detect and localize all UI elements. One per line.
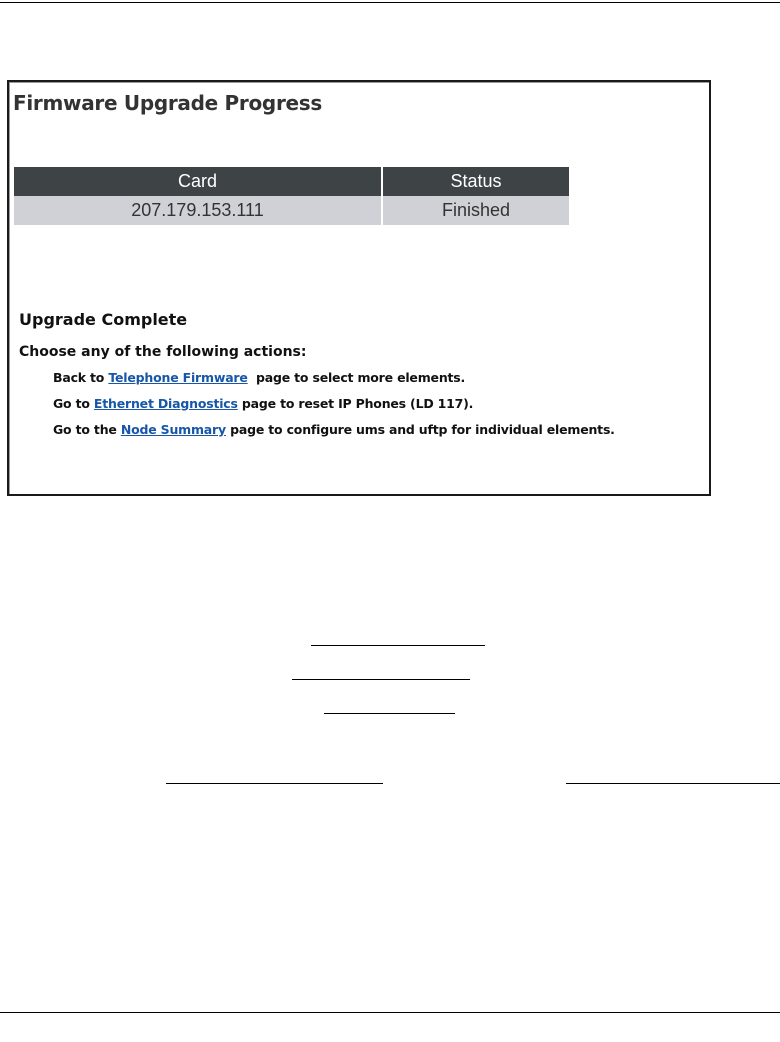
blank-line xyxy=(292,679,470,680)
page-bottom-rule xyxy=(0,1012,780,1013)
page-top-rule xyxy=(0,2,780,3)
action-suffix: page to reset IP Phones (LD 117). xyxy=(237,396,474,411)
action-suffix: page to configure ums and uftp for individual elements. xyxy=(225,422,615,437)
actions-instruction: Choose any of the following actions: xyxy=(19,344,307,360)
action-item-ethernet-diagnostics xyxy=(53,396,473,411)
status-cell: Finished xyxy=(382,196,569,225)
node-summary-link[interactable]: Node Summary xyxy=(120,422,226,437)
action-suffix: page to select more elements. xyxy=(247,370,466,385)
action-prefix: Go to xyxy=(53,396,94,411)
column-header-status: Status xyxy=(382,167,569,196)
page-title: Firmware Upgrade Progress xyxy=(13,91,322,115)
action-prefix: Back to xyxy=(53,370,109,385)
table-row xyxy=(14,196,569,225)
firmware-upgrade-progress-screenshot xyxy=(7,80,711,496)
telephone-firmware-link[interactable]: Telephone Firmware xyxy=(108,370,248,385)
blank-line xyxy=(324,713,455,714)
table-header-row xyxy=(14,167,569,196)
upgrade-progress-table xyxy=(14,167,569,225)
column-header-card: Card xyxy=(14,167,382,196)
ethernet-diagnostics-link[interactable]: Ethernet Diagnostics xyxy=(93,396,238,411)
upgrade-complete-heading: Upgrade Complete xyxy=(19,310,188,329)
action-item-node-summary xyxy=(53,422,615,437)
blank-line xyxy=(566,783,780,784)
action-prefix: Go to the xyxy=(53,422,121,437)
action-item-telephone-firmware xyxy=(53,370,465,385)
blank-line xyxy=(166,783,383,784)
card-cell: 207.179.153.111 xyxy=(14,196,382,225)
blank-line xyxy=(311,645,485,646)
